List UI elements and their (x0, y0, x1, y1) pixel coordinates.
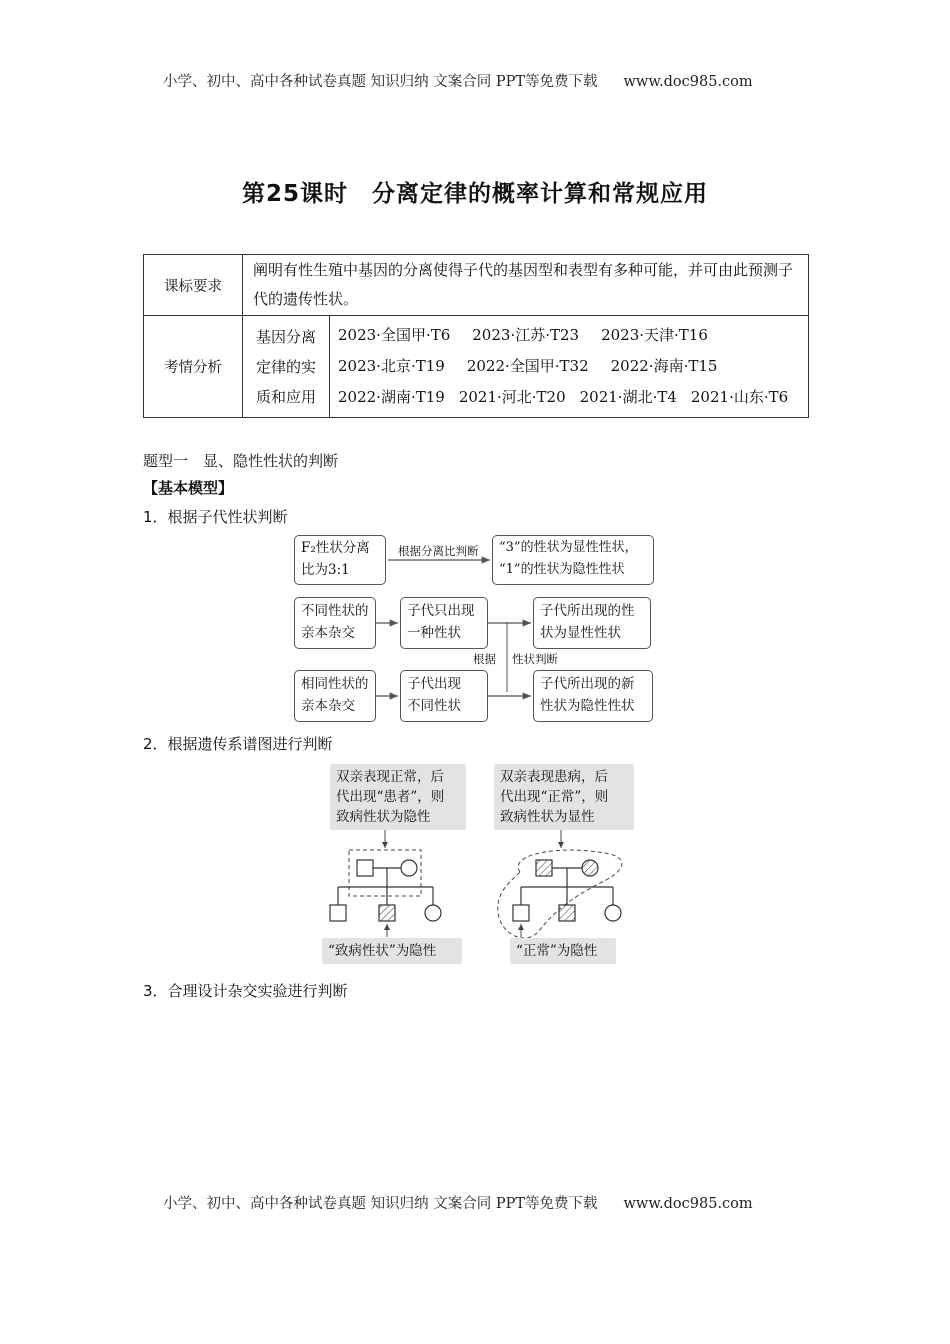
left-caption-box: “致病性状”为隐性 (322, 938, 462, 964)
table-row (144, 255, 809, 316)
right-son-affected-square (559, 905, 575, 921)
left-note-line2: 代出现“患者”，则 (336, 789, 445, 805)
row-label-standard: 课标要求 (144, 255, 243, 316)
exam-ref: 2021·河北·T20 (458, 388, 566, 406)
label-basis-right: 性状判断 (512, 652, 558, 666)
box-f2-line2: 比为3:1 (301, 562, 350, 578)
box-diff-parents-line1: 不同性状的 (301, 603, 369, 619)
right-son-normal-square (513, 905, 529, 921)
exam-line (338, 382, 800, 413)
left-note-line3: 致病性状为隐性 (336, 809, 431, 825)
requirements-table (143, 254, 809, 418)
right-note-line1: 双亲表现患病，后 (500, 769, 608, 785)
box-different-offspring (400, 670, 488, 722)
footer-url[interactable]: www.doc985.com (623, 1196, 753, 1212)
table-row (144, 316, 809, 418)
box-result-ratio-line2: “1”的性状为隐性性状 (499, 562, 625, 577)
right-father-affected-square (536, 860, 552, 876)
exam-ref: 2023·全国甲·T6 (338, 326, 451, 344)
box-different-parents (294, 597, 376, 649)
page-title: 第25课时 分离定律的概率计算和常规应用 (241, 181, 708, 207)
box-dominant-result (533, 597, 651, 649)
item-2-heading: 2．根据遗传系谱图进行判断 (143, 735, 333, 753)
footer-text: 小学、初中、高中各种试卷真题 知识归纳 文案合同 PPT等免费下载 (163, 1196, 598, 1212)
exam-ref: 2022·海南·T15 (610, 357, 718, 375)
box-dominant-line2: 状为显性性状 (540, 625, 621, 641)
box-diff-parents-line2: 亲本杂交 (301, 625, 355, 641)
item-3-heading: 3．合理设计杂交实验进行判断 (143, 982, 348, 1000)
box-f2-ratio (294, 535, 386, 585)
right-daughter-circle (605, 905, 621, 921)
exam-list (330, 316, 809, 418)
right-dashed-outline (498, 850, 622, 938)
box-recessive-line1: 子代所出现的新 (540, 676, 635, 692)
box-one-trait (400, 597, 488, 649)
header-url[interactable]: www.doc985.com (623, 74, 753, 90)
header-text: 小学、初中、高中各种试卷真题 知识归纳 文案合同 PPT等免费下载 (163, 74, 598, 90)
left-note-box (330, 764, 466, 830)
trait-flowchart (288, 532, 658, 722)
exam-ref: 2023·北京·T19 (338, 357, 445, 375)
left-daughter-circle (425, 905, 441, 921)
item-1-heading: 1．根据子代性状判断 (143, 508, 288, 526)
right-mother-affected-circle (582, 860, 598, 876)
row-label-analysis: 考情分析 (144, 316, 243, 418)
model-heading: 【基本模型】 (143, 479, 234, 497)
exam-ref: 2021·湖北·T4 (579, 388, 677, 406)
box-diff-offspring-line1: 子代出现 (407, 676, 461, 692)
box-result-ratio (492, 535, 654, 585)
standard-text: 阐明有性生殖中基因的分离使得子代的基因型和表型有多种可能，并可由此预测子代的遗传性状。 (243, 255, 809, 316)
page-footer (163, 1192, 753, 1213)
exam-ref: 2022·全国甲·T32 (466, 357, 589, 375)
page-header (163, 70, 753, 91)
box-one-trait-line2: 一种性状 (407, 625, 461, 641)
pedigree-figure (320, 762, 650, 970)
exam-line (338, 351, 800, 382)
box-same-parents-line2: 亲本杂交 (301, 698, 355, 714)
box-recessive-line2: 性状为隐性性状 (540, 698, 635, 714)
exam-line (338, 320, 800, 351)
box-same-parents-line1: 相同性状的 (301, 676, 369, 692)
box-result-ratio-line1: “3”的性状为显性性状， (499, 540, 638, 555)
right-caption-box: “正常”为隐性 (510, 938, 616, 964)
box-one-trait-line1: 子代只出现 (407, 603, 475, 619)
box-recessive-result (533, 670, 653, 722)
right-note-line2: 代出现“正常”，则 (500, 789, 609, 805)
box-diff-offspring-line2: 不同性状 (407, 698, 461, 714)
left-mother-circle (401, 860, 417, 876)
analysis-topic: 基因分离定律的实质和应用 (243, 316, 330, 418)
exam-ref: 2022·湖南·T19 (338, 388, 445, 406)
box-dominant-line1: 子代所出现的性 (540, 603, 635, 619)
label-basis-left: 根据 (473, 652, 496, 666)
box-f2-line1: F₂性状分离 (301, 540, 370, 556)
left-note-line1: 双亲表现正常，后 (336, 769, 444, 785)
left-son-normal-square (330, 905, 346, 921)
box-same-parents (294, 670, 376, 722)
right-note-box (494, 764, 634, 830)
right-note-line3: 致病性状为显性 (500, 809, 595, 825)
exam-ref: 2023·天津·T16 (601, 326, 708, 344)
left-son-affected-square (379, 905, 395, 921)
type-heading: 题型一 显、隐性性状的判断 (143, 452, 339, 470)
arrow-label-ratio: 根据分离比判断 (398, 544, 479, 558)
left-father-square (357, 860, 373, 876)
exam-ref: 2023·江苏·T23 (472, 326, 580, 344)
exam-ref: 2021·山东·T6 (690, 388, 789, 406)
